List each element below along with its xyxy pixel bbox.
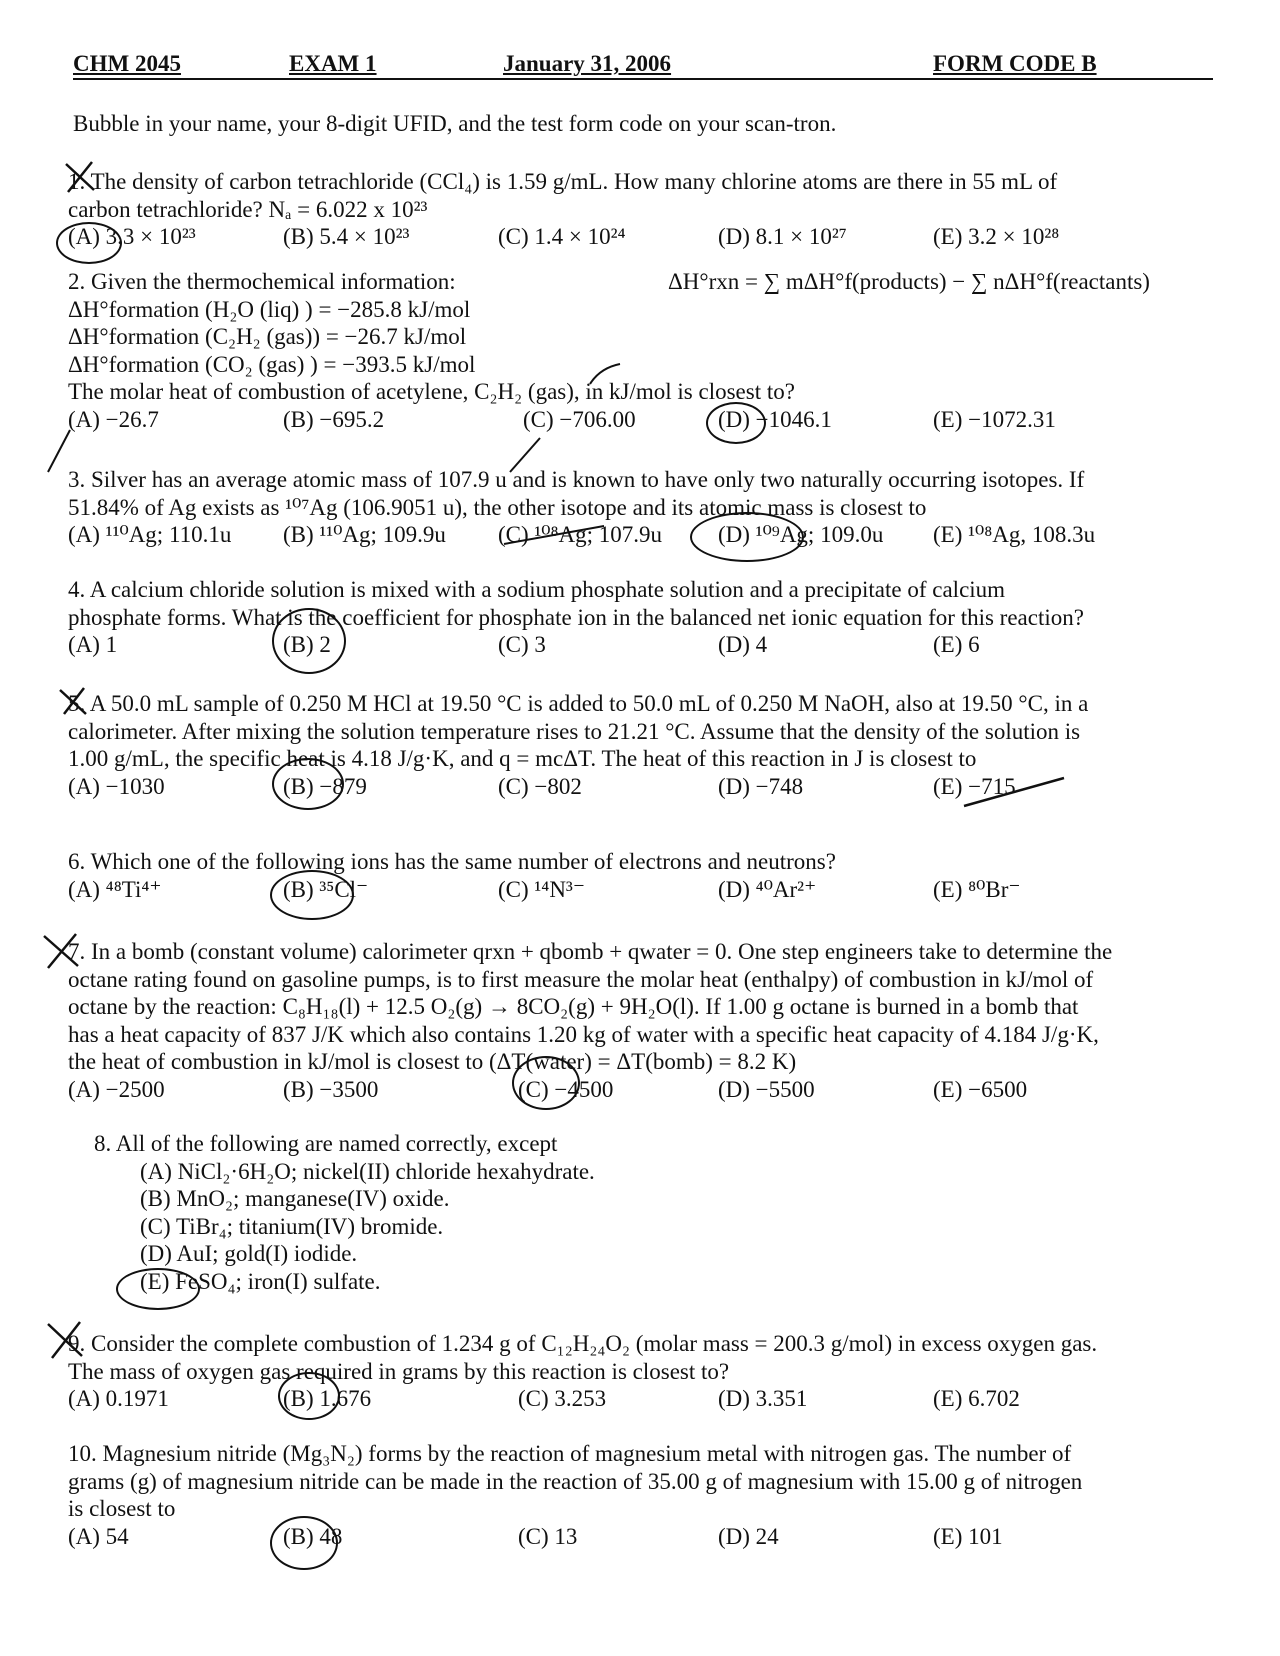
choice-d[interactable]: (D) −5500 <box>718 1076 815 1102</box>
exam-header <box>73 50 1213 82</box>
course-code: CHM 2045 <box>73 51 181 76</box>
option-a[interactable]: (A) NiCl₂·6H₂O; nickel(II) chloride hexahydrate. <box>140 1158 595 1184</box>
choice-d[interactable]: (D) 4 <box>718 632 768 658</box>
choice-e[interactable]: (E) ⁸⁰Br⁻ <box>933 876 1021 902</box>
choice-d[interactable]: (D) 24 <box>718 1523 779 1549</box>
question-5-line-1: 5. A 50.0 mL sample of 0.250 M HCl at 19.50 °C is added to 50.0 mL of 0.250 M NaOH, also at 19.50 °C, in a <box>68 691 1089 716</box>
question-5 <box>68 690 1218 801</box>
choice-d[interactable]: (D) ⁴⁰Ar²⁺ <box>718 876 817 902</box>
choice-d[interactable]: (D) 3.351 <box>718 1386 808 1412</box>
choice-c[interactable]: (C) 13 <box>518 1523 578 1549</box>
choice-d[interactable]: (D) −1046.1 <box>718 406 832 432</box>
choice-c[interactable]: (C) 1.4 × 10²⁴ <box>498 224 626 250</box>
choice-a[interactable]: (A) −2500 <box>68 1076 165 1102</box>
choice-e[interactable]: (E) 101 <box>933 1523 1003 1549</box>
choice-b[interactable]: (B) 2 <box>283 632 331 658</box>
question-6 <box>68 848 1218 904</box>
choice-c[interactable]: (C) 3.253 <box>518 1386 607 1412</box>
choice-e[interactable]: (E) ¹⁰⁸Ag, 108.3u <box>933 522 1096 548</box>
question-2-line-1: 2. Given the thermochemical information: <box>68 269 456 294</box>
choice-c[interactable]: (C) −4500 <box>518 1076 614 1102</box>
choice-c[interactable]: (C) −802 <box>498 773 582 799</box>
question-7-line-2: octane rating found on gasoline pumps, is to first measure the molar heat (enthalpy) of combustion in kJ/mol of <box>68 966 1094 992</box>
question-10-line-1: 10. Magnesium nitride (Mg₃N₂) forms by the reaction of magnesium metal with nitrogen gas. The number of <box>68 1441 1072 1466</box>
question-5-line-3: 1.00 g/mL, the specific heat is 4.18 J/g·K, and q = mcΔT. The heat of this reaction in J is closest to <box>68 746 977 772</box>
choice-a[interactable]: (A) 1 <box>68 632 118 658</box>
question-8 <box>94 1130 1244 1296</box>
question-2-data-1: ΔH°formation (H₂O (liq) ) = −285.8 kJ/mol <box>68 296 471 322</box>
choice-b[interactable]: (B) 48 <box>283 1523 343 1549</box>
question-4-line-2: phosphate forms. What is the coefficient for phosphate ion in the balanced net ionic equation for this reaction? <box>68 604 1084 630</box>
instructions: Bubble in your name, your 8-digit UFID, and the test form code on your scan-tron. <box>73 111 837 136</box>
choice-d[interactable]: (D) −748 <box>718 773 804 799</box>
choice-e[interactable]: (E) 6 <box>933 632 980 658</box>
question-5-line-2: calorimeter. After mixing the solution temperature rises to 21.21 °C. Assume that the density of the solution is <box>68 718 1081 744</box>
choice-d[interactable]: (D) ¹⁰⁹Ag; 109.0u <box>718 522 884 548</box>
question-4-line-1: 4. A calcium chloride solution is mixed with a sodium phosphate solution and a precipitate of calcium <box>68 577 1006 602</box>
question-7-line-5: the heat of combustion in kJ/mol is closest to (ΔT(water) = ΔT(bomb) = 8.2 K) <box>68 1049 797 1075</box>
choice-b[interactable]: (B) ³⁵Cl⁻ <box>283 876 369 902</box>
question-10-line-2: grams (g) of magnesium nitride can be made in the reaction of 35.00 g of magnesium with 15.00 g of nitrogen <box>68 1468 1083 1494</box>
choice-c[interactable]: (C) 3 <box>498 632 546 658</box>
choice-c[interactable]: (C) ¹⁴N³⁻ <box>498 876 585 902</box>
question-3-line-1: 3. Silver has an average atomic mass of 107.9 u and is known to have only two naturally occurring isotopes. If <box>68 467 1085 492</box>
question-3-line-2: 51.84% of Ag exists as ¹⁰⁷Ag (106.9051 u), the other isotope and its atomic mass is closest to <box>68 494 927 520</box>
question-9 <box>68 1330 1218 1413</box>
choice-e[interactable]: (E) 6.702 <box>933 1386 1020 1412</box>
question-1-line-2: carbon tetrachloride? Nₐ = 6.022 x 10²³ <box>68 196 428 222</box>
question-2-data-3: ΔH°formation (CO₂ (gas) ) = −393.5 kJ/mol <box>68 351 476 377</box>
choice-a[interactable]: (A) ⁴⁸Ti⁴⁺ <box>68 876 162 902</box>
question-2-data-2: ΔH°formation (C₂H₂ (gas)) = −26.7 kJ/mol <box>68 324 467 350</box>
question-7-line-3: octane by the reaction: C₈H₁₈(l) + 12.5 O₂(g) → 8CO₂(g) + 9H₂O(l). If 1.00 g octane is burned in a bomb that <box>68 994 1079 1020</box>
question-1-line-1: 1. The density of carbon tetrachloride (CCl₄) is 1.59 g/mL. How many chlorine atoms are there in 55 mL of <box>68 169 1058 194</box>
question-2-line-2: The molar heat of combustion of acetylene, C₂H₂ (gas), in kJ/mol is closest to? <box>68 379 795 405</box>
choice-c[interactable]: (C) ¹⁰⁸Ag; 107.9u <box>498 522 663 548</box>
choice-b[interactable]: (B) −695.2 <box>283 406 385 432</box>
question-4-choices <box>68 631 1218 659</box>
option-c[interactable]: (C) TiBr₄; titanium(IV) bromide. <box>140 1213 444 1239</box>
header-rule <box>73 78 1213 80</box>
choice-b[interactable]: (B) 1.676 <box>283 1386 372 1412</box>
question-8-line-1: 8. All of the following are named correctly, except <box>94 1131 558 1156</box>
option-e[interactable]: (E) FeSO₄; iron(I) sulfate. <box>140 1268 381 1294</box>
choice-e[interactable]: (E) −1072.31 <box>933 406 1056 432</box>
choice-b[interactable]: (B) −3500 <box>283 1076 379 1102</box>
choice-e[interactable]: (E) 3.2 × 10²⁸ <box>933 224 1060 250</box>
question-3 <box>68 466 1218 549</box>
question-10-line-3: is closest to <box>68 1496 176 1522</box>
choice-a[interactable]: (A) −1030 <box>68 773 165 799</box>
question-6-choices <box>68 876 1218 904</box>
choice-b[interactable]: (B) −879 <box>283 773 367 799</box>
question-7-choices <box>68 1076 1218 1104</box>
choice-e[interactable]: (E) −6500 <box>933 1076 1028 1102</box>
choice-d[interactable]: (D) 8.1 × 10²⁷ <box>718 224 847 250</box>
choice-b[interactable]: (B) 5.4 × 10²³ <box>283 224 410 250</box>
question-9-line-2: The mass of oxygen gas required in grams by this reaction is closest to? <box>68 1358 730 1384</box>
exam-date: January 31, 2006 <box>503 51 672 76</box>
question-7-line-1: 7. In a bomb (constant volume) calorimeter qrxn + qbomb + qwater = 0. One step engineers take to determine the <box>68 939 1113 964</box>
question-8-options <box>140 1158 1244 1296</box>
question-10 <box>68 1440 1218 1551</box>
question-3-choices <box>68 521 1218 549</box>
question-4 <box>68 576 1218 659</box>
question-5-choices <box>68 773 1218 801</box>
question-1 <box>68 168 1218 251</box>
question-2-choices <box>68 406 1218 434</box>
question-9-choices <box>68 1385 1218 1413</box>
enthalpy-formula: ΔH°rxn = ∑ mΔH°f(products) − ∑ nΔH°f(reactants) <box>668 269 1150 294</box>
question-7-line-4: has a heat capacity of 837 J/K which also contains 1.20 kg of water with a specific heat capacity of 4.184 J/g·K, <box>68 1021 1099 1047</box>
question-10-choices <box>68 1523 1218 1551</box>
question-6-line-1: 6. Which one of the following ions has the same number of electrons and neutrons? <box>68 849 836 874</box>
choice-a[interactable]: (A) 0.1971 <box>68 1386 169 1412</box>
choice-c[interactable]: (C) −706.00 <box>523 406 636 432</box>
choice-a[interactable]: (A) 3.3 × 10²³ <box>68 224 196 250</box>
choice-e[interactable]: (E) −715 <box>933 773 1016 799</box>
question-9-line-1: 9. Consider the complete combustion of 1.234 g of C₁₂H₂₄O₂ (molar mass = 200.3 g/mol) in excess oxygen gas. <box>68 1331 1098 1356</box>
choice-a[interactable]: (A) −26.7 <box>68 406 159 432</box>
choice-a[interactable]: (A) 54 <box>68 1523 129 1549</box>
question-7 <box>68 938 1218 1104</box>
question-2 <box>68 268 1218 434</box>
option-d[interactable]: (D) AuI; gold(I) iodide. <box>140 1241 358 1267</box>
question-1-choices <box>68 223 1218 251</box>
choice-b[interactable]: (B) ¹¹⁰Ag; 109.9u <box>283 522 446 548</box>
option-b[interactable]: (B) MnO₂; manganese(IV) oxide. <box>140 1186 450 1212</box>
choice-a[interactable]: (A) ¹¹⁰Ag; 110.1u <box>68 522 232 548</box>
exam-title: EXAM 1 <box>289 51 377 76</box>
form-code: FORM CODE B <box>933 51 1097 76</box>
